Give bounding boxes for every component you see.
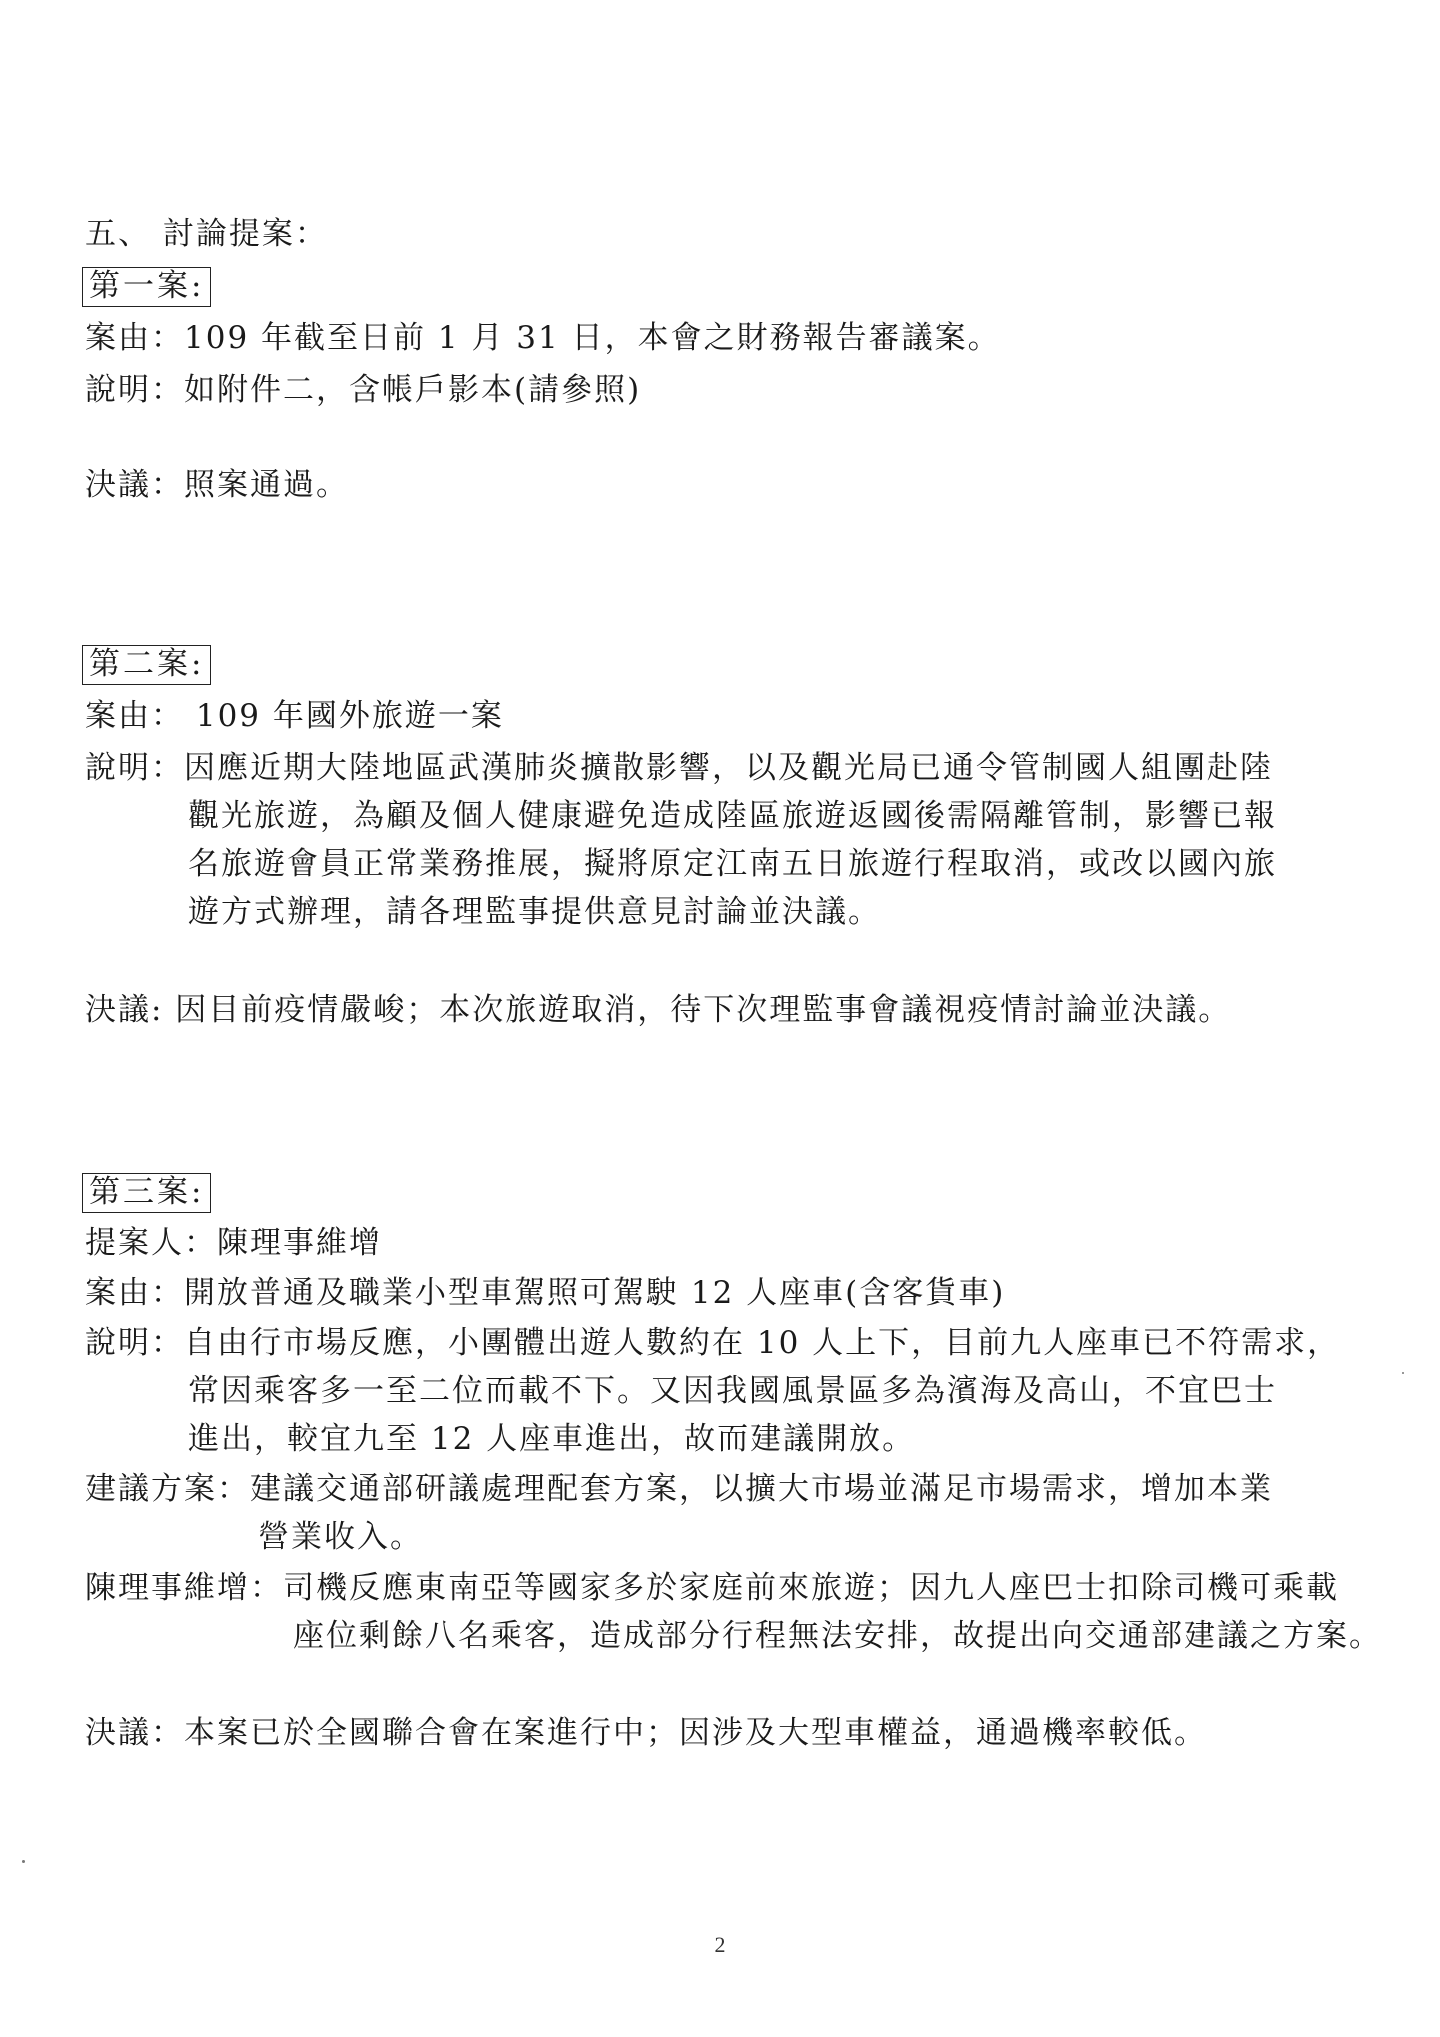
- scan-speck: [22, 1860, 25, 1863]
- case-1-label-row: [82, 266, 211, 306]
- case-3-proposal-line-2: 營業收入。: [258, 1519, 423, 1555]
- case-2-label: 第二案:: [82, 645, 211, 685]
- case-2-description-line-4: 遊方式辦理，請各理監事提供意見討論並決議。: [188, 894, 881, 930]
- case-2-description-line-2: 觀光旅遊，為顧及個人健康避免造成陸區旅遊返國後需隔離管制，影響已報: [188, 798, 1277, 834]
- case-2-description-line-1: 說明：因應近期大陸地區武漢肺炎擴散影響，以及觀光局已通令管制國人組團赴陸: [85, 750, 1273, 786]
- case-3-proposer: 提案人：陳理事維增: [85, 1225, 382, 1261]
- case-3-director-line-1: 陳理事維增：司機反應東南亞等國家多於家庭前來旅遊；因九人座巴士扣除司機可乘載: [85, 1570, 1339, 1606]
- case-3-label-row: [82, 1172, 211, 1212]
- case-3-director-line-2: 座位剩餘八名乘客，造成部分行程無法安排，故提出向交通部建議之方案。: [293, 1618, 1382, 1654]
- case-1-resolution: 決議：照案通過。: [85, 467, 349, 503]
- case-2-label-row: [82, 644, 211, 684]
- case-2-reason: 案由： 109 年國外旅遊一案: [85, 698, 504, 734]
- case-2-resolution: 決議: 因目前疫情嚴峻；本次旅遊取消，待下次理監事會議視疫情討論並決議。: [85, 992, 1232, 1028]
- case-1-reason: 案由：109 年截至日前 1 月 31 日，本會之財務報告審議案。: [85, 320, 1001, 356]
- scan-speck: [1402, 1372, 1404, 1374]
- section-heading: 五、 討論提案：: [85, 216, 328, 252]
- case-3-proposal-line-1: 建議方案：建議交通部研議處理配套方案，以擴大市場並滿足市場需求，增加本業: [85, 1471, 1273, 1507]
- case-3-resolution: 決議：本案已於全國聯合會在案進行中；因涉及大型車權益，通過機率較低。: [85, 1715, 1207, 1751]
- case-3-description-line-1: 說明：自由行市場反應，小團體出遊人數約在 10 人上下，目前九人座車已不符需求，: [85, 1325, 1341, 1361]
- case-3-label: 第三案:: [82, 1173, 211, 1213]
- case-3-description-line-3: 進出，較宜九至 12 人座車進出，故而建議開放。: [188, 1421, 916, 1457]
- page-number: 2: [714, 1932, 726, 1957]
- case-1-label: 第一案:: [82, 267, 211, 307]
- case-2-description-line-3: 名旅遊會員正常業務推展，擬將原定江南五日旅遊行程取消，或改以國內旅: [188, 846, 1277, 882]
- case-3-reason: 案由：開放普通及職業小型車駕照可駕駛 12 人座車(含客貨車): [85, 1275, 1006, 1311]
- case-3-description-line-2: 常因乘客多一至二位而載不下。又因我國風景區多為濱海及高山，不宜巴士: [188, 1373, 1277, 1409]
- case-1-description: 說明：如附件二，含帳戶影本(請參照): [85, 372, 642, 408]
